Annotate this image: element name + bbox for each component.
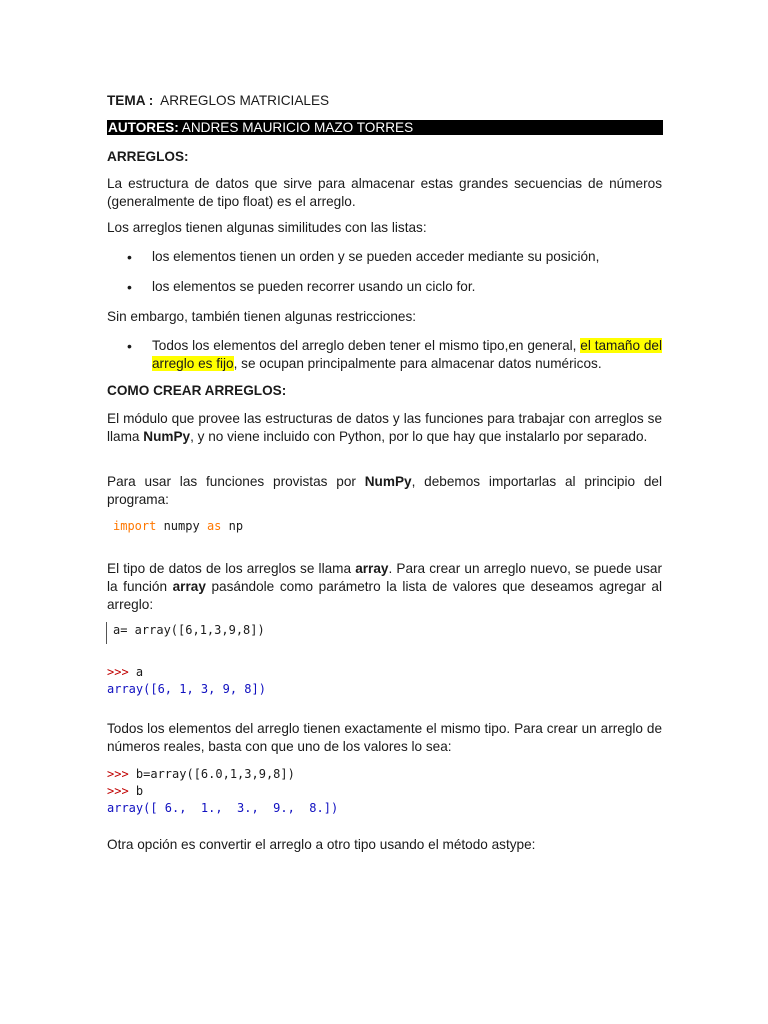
list-item [107,278,662,296]
repl-prompt: >>> [107,767,129,781]
numpy-bold: NumPy [143,429,191,444]
paragraph-astype: Otra opción es convertir el arreglo a otro tipo usando el método astype: [107,837,536,852]
code-keyword: as [206,519,222,533]
bullet-icon: • [127,249,132,265]
highlighted-text: el tamaño del arreglo es fijo [152,338,663,371]
code-assign-block [107,622,662,639]
paragraph-restricciones: Sin embargo, también tienen algunas restricciones: [107,309,417,324]
paragraph-importar: Para usar las funciones provistas por NumPy, debemos importarlas al principio del programa: [107,474,662,507]
tema-value: ARREGLOS MATRICIALES [160,93,330,108]
bullet-icon: • [127,338,132,354]
paragraph-numpy: El módulo que provee las estructuras de datos y las funciones para trabajar con arreglos se llama NumPy, y no viene incluido con Python, por lo que hay que instalarlo por separado. [107,411,662,444]
bullet-icon: • [127,279,132,295]
list-item-text: los elementos se pueden recorrer usando un ciclo for. [152,279,476,294]
autores-value: ANDRES MAURICIO MAZO TORRES [181,120,414,135]
tema-line [107,92,662,110]
list-item-text: Todos los elementos del arreglo deben tener el mismo tipo,en general, [152,338,581,353]
autores-label: AUTORES: [108,120,179,135]
list-item-text-end: , se ocupan principalmente para almacenar datos numéricos. [233,356,602,371]
bullet-list-similitudes [107,248,662,266]
code-assign: a= array([6,1,3,9,8]) [113,623,265,637]
heading-text: COMO CREAR ARREGLOS: [107,383,287,398]
list-item-text: los elementos tienen un orden y se pueden acceder mediante su posición, [152,249,600,264]
list-item [107,337,662,373]
numpy-bold: NumPy [364,474,412,489]
paragraph-similitudes: Los arreglos tienen algunas similitudes con las listas: [107,220,427,235]
list-item [107,248,662,266]
autores-bar [107,120,663,135]
code-repl-a [107,664,662,698]
section-heading-como-crear [107,382,662,400]
code-repl-b [107,766,662,817]
repl-prompt: >>> [107,665,129,679]
heading-text: ARREGLOS: [107,149,189,164]
code-import: import numpy as np [113,519,244,533]
code-keyword: import [113,519,157,533]
paragraph-array-type: El tipo de datos de los arreglos se llama array. Para crear un arreglo nuevo, se puede usar la función array pasándole como parámetro la lista de valores que deseamos agregar al arreglo: [107,561,662,612]
bullet-list-similitudes-2 [107,278,662,296]
repl-command: a [128,665,144,679]
repl-prompt: >>> [107,784,129,798]
paragraph-mismo-tipo: Todos los elementos del arreglo tienen exactamente el mismo tipo. Para crear un arreglo de números reales, basta con que uno de los valores lo sea: [107,721,662,754]
section-heading-arreglos [107,148,662,166]
paragraph-intro: La estructura de datos que sirve para almacenar estas grandes secuencias de números (generalmente de tipo float) es el arreglo. [107,176,662,209]
repl-output: array([6, 1, 3, 9, 8]) [107,682,266,696]
bullet-list-restricciones [107,337,662,373]
array-bold: array [355,561,389,576]
array-bold: array [172,579,206,594]
repl-command: b=array([6.0,1,3,9,8]) [128,767,295,781]
tema-label: TEMA : [107,93,154,108]
repl-output: array([ 6., 1., 3., 9., 8.]) [107,801,339,815]
repl-command: b [128,784,144,798]
code-cursor-line [106,622,107,644]
